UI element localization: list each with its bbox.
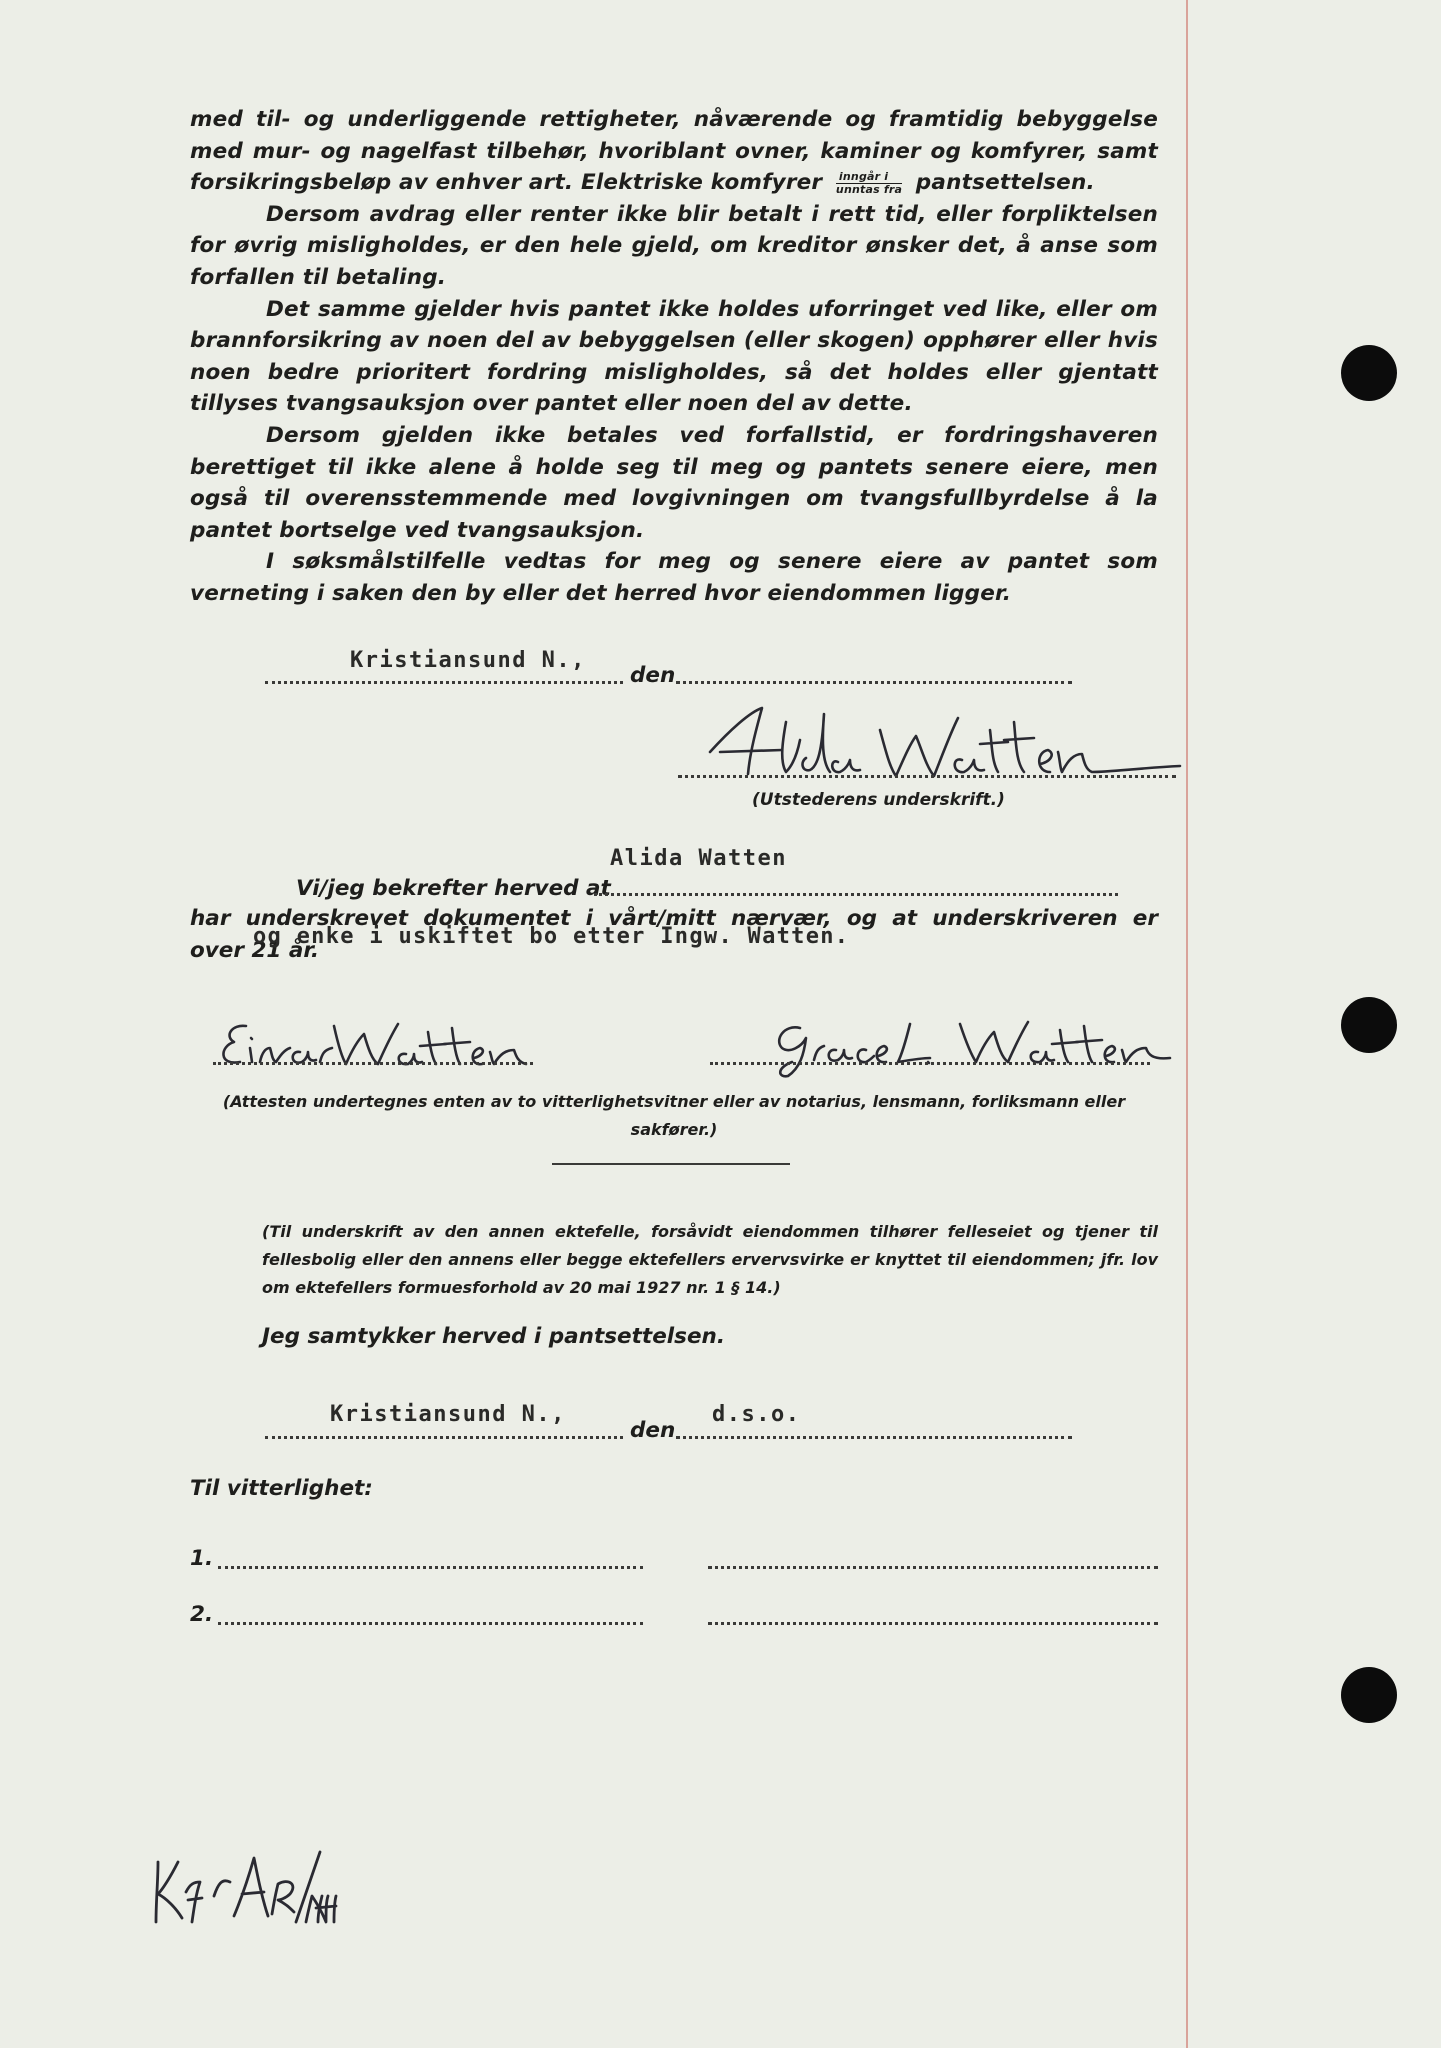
punch-hole-middle (1341, 997, 1397, 1053)
issuer-den-label: den (630, 663, 676, 688)
punch-hole-top (1341, 345, 1397, 401)
mortgage-clauses (190, 104, 1158, 610)
witness-signature-1 (210, 1012, 540, 1082)
confirm-start: Vi/jeg bekrefter herved at (296, 876, 611, 901)
witness-1-dots (213, 1062, 533, 1065)
signature-dots (678, 775, 1176, 778)
confirm-dots (594, 893, 1118, 896)
line-1-dots-right (708, 1566, 1158, 1569)
issuer-place-dots (265, 681, 623, 684)
consent-text: Jeg samtykker herved i pantsettelsen. (262, 1324, 725, 1349)
spouse-note: (Til underskrift av den annen ektefelle, forsåvidt eiendommen tilhører felleseiet og tjener til fellesbolig eller den annens eller begge ektefellers ervervsvirke er knyttet til eiendommen; jfr. lov om ektefellers formuesforhold av 20 mai 1927 nr. 1 § 14.) (262, 1222, 1158, 1297)
spouse-place-dots (265, 1436, 623, 1439)
spouse-date: d.s.o. (712, 1402, 801, 1427)
witness-signature-2 (760, 1010, 1200, 1080)
witness-2-dots (710, 1062, 1150, 1065)
confirm-line-3: over 21 år. (190, 938, 320, 963)
line-1-dots-left (218, 1566, 643, 1569)
signature-caption: (Utstederens underskrift.) (752, 790, 1005, 810)
spouse-date-dots (676, 1436, 1072, 1439)
attest-note: (Attesten undertegnes enten av to vitterlighetsvitner eller av notarius, lensmann, forliksmann eller sakfører.) (222, 1092, 1126, 1139)
punch-hole-bottom (1341, 1667, 1397, 1723)
spouse-place: Kristiansund N., (330, 1402, 566, 1427)
inngaar-unntas-fraction: $\frac{\text{inngår i}}{\text{unntas fra}}$ (835, 169, 903, 196)
line-1-label: 1. (190, 1546, 214, 1571)
clause-maintenance: Det samme gjelder hvis pantet ikke holdes uforringet ved like, eller om brannforsikring av noen del av bebyggelsen (eller skogen) opphører eller hvis noen bedre prioritert fordring misligholdes, så det holdes eller gjentatt tillyses tvangsauksjon over pantet eller noen del av dette. (190, 296, 1158, 417)
clause-enforcement: Dersom gjelden ikke betales ved forfallstid, er fordringshaveren berettiget til ikke alene å holde seg til meg og pantets senere eiere, men også til overensstemmende med lovgivningen om tvangsfullbyrdelse å la pantet bortselge ved tvangsauksjon. (190, 422, 1158, 543)
separator-rule (552, 1163, 790, 1165)
issuer-date-dots (676, 681, 1072, 684)
typed-overlay: og enke i uskiftet bo etter Ingw. Watten. (253, 924, 850, 949)
spouse-den-label: den (630, 1418, 676, 1443)
clause-venue: I søksmålstilfelle vedtas for meg og senere eiere av pantet som verneting i saken den by eller det herred hvor eiendommen ligger. (190, 549, 1158, 606)
confirm-line-2: har underskrevet dokumentet i vårt/mitt nærvær, og at underskriveren er (190, 906, 1158, 931)
line-2-dots-right (708, 1622, 1158, 1625)
witness-label: Til vitterlighet: (190, 1476, 373, 1501)
clause-default: Dersom avdrag eller renter ikke blir betalt i rett tid, eller forpliktelsen for øvrig misligholdes, er den hele gjeld, om kreditor ønsker det, å anse som forfallen til betaling. (190, 201, 1158, 290)
line-2-dots-left (218, 1622, 643, 1625)
issuer-place: Kristiansund N., (350, 648, 586, 673)
margin-handwritten-note (150, 1838, 340, 1928)
clause-property: med til- og underliggende rettigheter, nåværende og framtidig bebyggelse med mur- og nagelfast tilbehør, hvoriblant ovner, kaminer og komfyrer, samt forsikringsbeløp av enhver art. Elektriske komfyrer $\frac{\text{inngår i}}{\text{unntas fra}}$ pantsettelsen. (190, 107, 1158, 196)
typed-name: Alida Watten (610, 846, 787, 871)
line-2-label: 2. (190, 1602, 214, 1627)
